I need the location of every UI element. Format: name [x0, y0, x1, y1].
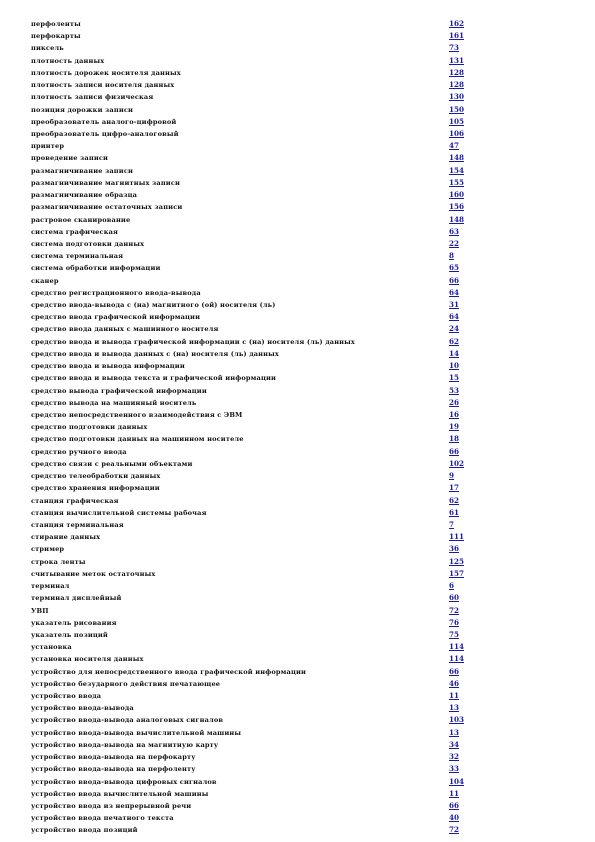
index-term: установка носителя данных	[31, 655, 144, 664]
index-term: средство ввода данных с машинного носителя	[31, 325, 219, 334]
index-term: устройство безударного действия печатающее	[31, 679, 221, 688]
index-entry	[31, 446, 471, 458]
index-entry	[31, 214, 471, 226]
page-number-link[interactable]: 66	[449, 666, 460, 676]
page-number-link[interactable]: 13	[449, 703, 460, 713]
index-term: станция терминальная	[31, 520, 124, 529]
index-entry	[31, 336, 471, 348]
index-entry	[31, 287, 471, 299]
page-number-link[interactable]: 62	[449, 336, 460, 346]
page-number-link[interactable]: 60	[449, 593, 460, 603]
index-term: размагничивание магнитных записи	[31, 178, 181, 187]
index-entry	[31, 568, 471, 580]
index-entry	[31, 641, 471, 653]
index-entry	[31, 653, 471, 665]
page-number-link[interactable]: 76	[449, 617, 460, 627]
page-number-link[interactable]: 73	[449, 43, 460, 53]
page-number-link[interactable]: 16	[449, 410, 460, 419]
index-entry	[31, 409, 471, 421]
index-term: плотность записи носителя данных	[31, 81, 175, 90]
page-number-link[interactable]: 157	[449, 568, 465, 578]
page-number-link[interactable]: 148	[449, 214, 465, 224]
index-term: размагничивание записи	[31, 166, 134, 175]
page-number-link[interactable]: 128	[449, 80, 465, 90]
index-entry	[31, 470, 471, 482]
index-entry	[31, 140, 471, 152]
index-entry	[31, 678, 471, 690]
page-number-link[interactable]: 24	[449, 324, 460, 334]
index-term: устройство ввода-вывода	[31, 704, 134, 713]
index-term: система обработки информации	[31, 264, 161, 273]
page-number-link[interactable]: 7	[449, 519, 455, 529]
page-number-link[interactable]: 14	[449, 348, 460, 358]
page-number-link[interactable]: 125	[449, 556, 465, 566]
page-number-link[interactable]: 160	[449, 190, 465, 200]
page-number-link[interactable]: 104	[449, 776, 465, 786]
index-term: устройство ввода печатного текста	[31, 814, 174, 823]
page-number-link[interactable]: 64	[449, 312, 460, 322]
index-term: проведение записи	[31, 154, 109, 163]
index-entry	[31, 201, 471, 213]
index-entry	[31, 104, 471, 116]
page-number-link[interactable]: 150	[449, 104, 465, 114]
page-number-link[interactable]: 18	[449, 434, 460, 444]
page-number-link[interactable]: 22	[449, 238, 460, 248]
index-term: устройство ввода вычислительной машины	[31, 789, 209, 798]
index-entry	[31, 152, 471, 164]
index-term: строка ленты	[31, 557, 86, 566]
page-number-link[interactable]: 31	[449, 300, 460, 310]
index-entry	[31, 421, 471, 433]
index-term: станция вычислительной системы рабочая	[31, 508, 207, 517]
index-term: устройство ввода-вывода цифровых сигналов	[31, 777, 217, 786]
index-entry	[31, 666, 471, 678]
index-entry	[31, 433, 471, 445]
index-entry	[31, 311, 471, 323]
index-term: устройство ввода-вывода на магнитную карту	[31, 740, 219, 749]
page-number-link[interactable]: 102	[449, 458, 465, 468]
page-number-link[interactable]: 36	[449, 544, 460, 554]
page-number-link[interactable]: 131	[449, 55, 465, 65]
page-number-link[interactable]: 75	[449, 629, 460, 639]
index-entry	[31, 397, 471, 409]
page-number-link[interactable]: 130	[449, 92, 465, 102]
index-term: устройство ввода	[31, 692, 102, 701]
page-number-link[interactable]: 64	[449, 287, 460, 297]
index-term: система подготовки данных	[31, 239, 145, 248]
index-entry	[31, 690, 471, 702]
index-entry	[31, 629, 471, 641]
index-term: установка	[31, 643, 72, 652]
index-entry	[31, 788, 471, 800]
index-entry	[31, 507, 471, 519]
index-entry	[31, 751, 471, 763]
index-entry	[31, 519, 471, 531]
page-number-link[interactable]: 66	[449, 275, 460, 285]
index-term: средство телеобработки данных	[31, 472, 161, 481]
index-entry	[31, 800, 471, 812]
index-term: растровое сканирование	[31, 215, 131, 224]
index-term: устройство ввода-вывода вычислительной машины	[31, 728, 242, 737]
index-entry	[31, 592, 471, 604]
index-term: средство непосредственного взаимодействия с ЭВМ	[31, 411, 243, 419]
page-number-link[interactable]: 66	[449, 801, 460, 810]
index-entry	[31, 714, 471, 726]
page-number-link[interactable]: 72	[449, 605, 460, 615]
index-term: размагничивание образца	[31, 191, 138, 200]
page-number-link[interactable]: 105	[449, 116, 465, 126]
page-number-link[interactable]: 111	[449, 532, 465, 542]
page-number-link[interactable]: 15	[449, 373, 460, 383]
index-entry	[31, 824, 471, 836]
page-number-link[interactable]: 19	[449, 422, 460, 432]
index-term: указатель позиций	[31, 630, 108, 639]
page-number-link[interactable]: 34	[449, 739, 460, 749]
page-number-link[interactable]: 114	[449, 654, 465, 664]
index-entry	[31, 18, 471, 30]
index-term: преобразователь аналого-цифровой	[31, 117, 177, 126]
index-term: средство подготовки данных на машинном носителе	[31, 435, 244, 444]
page-number-link[interactable]: 6	[449, 581, 455, 591]
index-term: устройство ввода позиций	[31, 826, 138, 835]
page-number-link[interactable]: 17	[449, 483, 460, 493]
page-number-link[interactable]: 154	[449, 165, 465, 175]
index-term: преобразователь цифро-аналоговый	[31, 129, 179, 138]
index-entry	[31, 250, 471, 262]
page-number-link[interactable]: 114	[449, 642, 465, 652]
index-term: средство ввода-вывода с (на) магнитного (ой) носителя (ль)	[31, 301, 276, 310]
index-term: средство ввода графической информации	[31, 313, 201, 322]
index-entry	[31, 189, 471, 201]
index-term: УВП	[31, 606, 49, 615]
index-term: средство регистрационного ввода-вывода	[31, 288, 201, 297]
index-entry	[31, 275, 471, 287]
page-number-link[interactable]: 26	[449, 397, 460, 407]
index-entry	[31, 763, 471, 775]
index-term: устройство ввода-вывода на перфоленту	[31, 765, 196, 774]
index-entry	[31, 299, 471, 311]
index-term: плотность дорожек носителя данных	[31, 68, 181, 77]
index-entry	[31, 372, 471, 384]
page-number-link[interactable]: 63	[449, 226, 460, 236]
index-entry	[31, 385, 471, 397]
page-number-link[interactable]: 53	[449, 385, 460, 395]
page-number-link[interactable]: 162	[449, 19, 465, 28]
index-entry	[31, 323, 471, 335]
page-number-link[interactable]: 66	[449, 446, 460, 456]
index-entry	[31, 543, 471, 555]
index-entry	[31, 617, 471, 629]
page-number-link[interactable]: 40	[449, 813, 460, 823]
index-entry	[31, 702, 471, 714]
index-term: средство хранения информации	[31, 484, 160, 493]
index-entry	[31, 531, 471, 543]
index-term: указатель рисования	[31, 618, 117, 627]
index-entry	[31, 727, 471, 739]
index-entry	[31, 128, 471, 140]
page-number-link[interactable]: 65	[449, 263, 460, 273]
index-entry	[31, 67, 471, 79]
index-entry	[31, 79, 471, 91]
index-term: позиция дорожки записи	[31, 105, 134, 114]
index-term: стример	[31, 545, 65, 554]
index-term: устройство ввода-вывода аналоговых сигналов	[31, 716, 224, 725]
index-entry	[31, 482, 471, 494]
index-entry	[31, 495, 471, 507]
index-entry	[31, 348, 471, 360]
page-number-link[interactable]: 46	[449, 678, 460, 688]
index-term: принтер	[31, 142, 65, 151]
index-entry	[31, 458, 471, 470]
index-entry	[31, 580, 471, 592]
index-term: средство ввода и вывода информации	[31, 362, 185, 371]
index-entry	[31, 226, 471, 238]
page-number-link[interactable]: 61	[449, 507, 460, 517]
index-term: размагничивание остаточных записи	[31, 203, 183, 212]
page-number-link[interactable]: 32	[449, 752, 460, 762]
index-entry	[31, 238, 471, 250]
index-term: стирание данных	[31, 533, 101, 542]
index-term: устройство для непосредственного ввода графической информации	[31, 667, 307, 676]
index-term: пиксель	[31, 44, 64, 53]
page-number-link[interactable]: 11	[449, 788, 460, 798]
index-entry	[31, 812, 471, 824]
index-entry	[31, 556, 471, 568]
page-number-link[interactable]: 161	[449, 31, 465, 41]
index-entry	[31, 739, 471, 751]
index-term: средство вывода графической информации	[31, 386, 207, 395]
page-number-link[interactable]: 47	[449, 141, 460, 151]
index-term: средство вывода на машинный носитель	[31, 398, 197, 407]
index-term: средство ввода и вывода данных с (на) носителя (ль) данных	[31, 349, 279, 358]
page-number-link[interactable]: 72	[449, 825, 460, 835]
index-entry	[31, 165, 471, 177]
index-entry	[31, 605, 471, 617]
page-number-link[interactable]: 13	[449, 727, 460, 737]
index-entry	[31, 55, 471, 67]
index-entry	[31, 360, 471, 372]
index-entry	[31, 116, 471, 128]
index-term: средство ручного ввода	[31, 447, 127, 456]
index-term: система терминальная	[31, 252, 124, 261]
index-term: средство ввода и вывода текста и графической информации	[31, 374, 277, 383]
index-term: средство подготовки данных	[31, 423, 148, 432]
index-entry	[31, 42, 471, 54]
index-list	[31, 18, 471, 837]
page-number-link[interactable]: 33	[449, 764, 460, 774]
index-term: устройство ввода-вывода на перфокарту	[31, 753, 196, 762]
page-number-link[interactable]: 103	[449, 715, 465, 725]
page-number-link[interactable]: 10	[449, 361, 460, 371]
page-number-link[interactable]: 11	[449, 691, 460, 701]
index-term: станция графическая	[31, 496, 119, 505]
index-term: перфоленты	[31, 20, 81, 28]
index-term: система графическая	[31, 227, 119, 236]
page-number-link[interactable]: 8	[449, 251, 455, 261]
page-number-link[interactable]: 155	[449, 177, 465, 187]
index-entry	[31, 262, 471, 274]
index-term: терминал дисплейный	[31, 594, 122, 603]
index-entry	[31, 776, 471, 788]
index-term: средство ввода и вывода графической информации с (на) носителя (ль) данных	[31, 337, 355, 346]
page-number-link[interactable]: 128	[449, 67, 465, 77]
page-number-link[interactable]: 62	[449, 495, 460, 505]
page-number-link[interactable]: 106	[449, 128, 465, 138]
index-entry	[31, 30, 471, 42]
page-number-link[interactable]: 9	[449, 471, 455, 481]
index-entry	[31, 177, 471, 189]
index-term: плотность данных	[31, 56, 105, 65]
index-term: плотность записи физическая	[31, 93, 154, 102]
index-entry	[31, 91, 471, 103]
index-term: перфокарты	[31, 32, 81, 41]
index-term: сканер	[31, 276, 59, 285]
page-number-link[interactable]: 148	[449, 153, 465, 163]
page-number-link[interactable]: 156	[449, 202, 465, 212]
index-term: считывание меток остаточных	[31, 569, 156, 578]
index-term: терминал	[31, 582, 70, 591]
index-term: устройство ввода из непрерывной речи	[31, 802, 192, 810]
index-term: средство связи с реальными объектами	[31, 459, 193, 468]
